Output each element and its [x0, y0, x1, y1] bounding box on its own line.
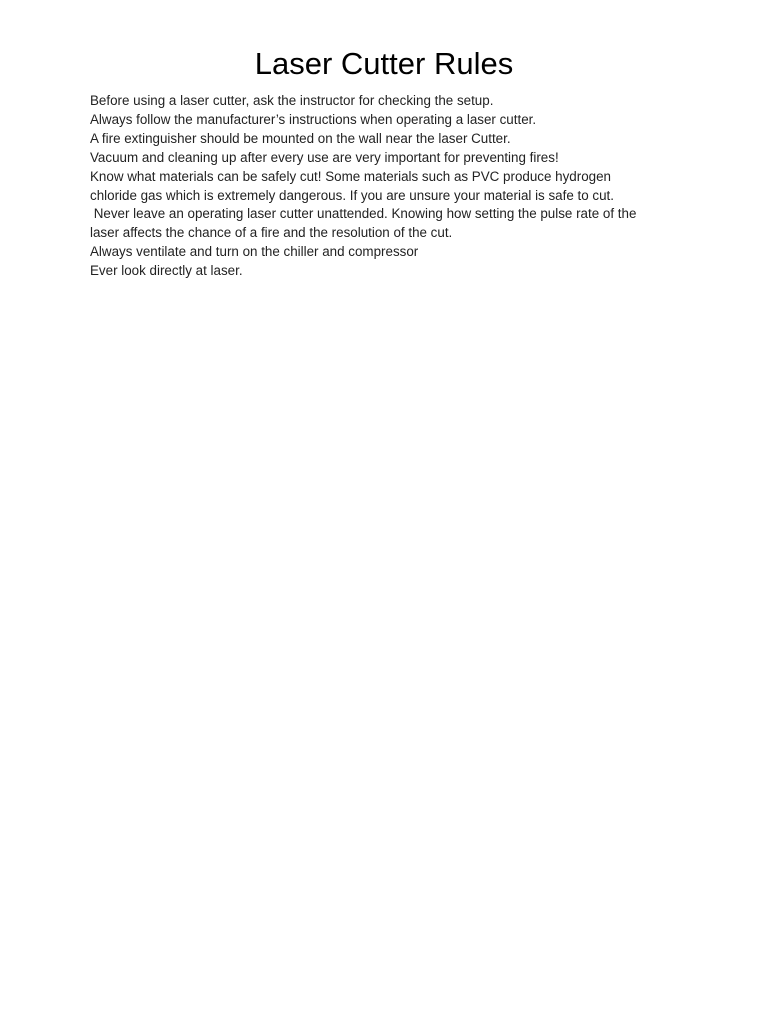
text-line: Always follow the manufacturer’s instructions when operating a laser cutter.	[90, 111, 537, 127]
text-line: Always ventilate and turn on the chiller and compressor	[90, 244, 419, 260]
text-line: chloride gas which is extremely dangerous. If you are unsure your material is safe to cut.	[90, 187, 614, 203]
text-line: Before using a laser cutter, ask the instructor for checking the setup.	[90, 93, 494, 108]
text-line: A fire extinguisher should be mounted on the wall near the laser Cutter.	[90, 130, 511, 146]
rules-body	[90, 92, 680, 281]
text-line: Never leave an operating laser cutter unattended. Knowing how setting the pulse rate of the	[90, 206, 637, 222]
page-title: Laser Cutter Rules	[254, 46, 514, 81]
text-line: Know what materials can be safely cut! Some materials such as PVC produce hydrogen	[90, 168, 612, 184]
text-line: laser affects the chance of a fire and the resolution of the cut.	[90, 225, 453, 241]
text-line: Ever look directly at laser.	[90, 263, 243, 279]
text-line: Vacuum and cleaning up after every use are very important for preventing fires!	[90, 149, 559, 165]
